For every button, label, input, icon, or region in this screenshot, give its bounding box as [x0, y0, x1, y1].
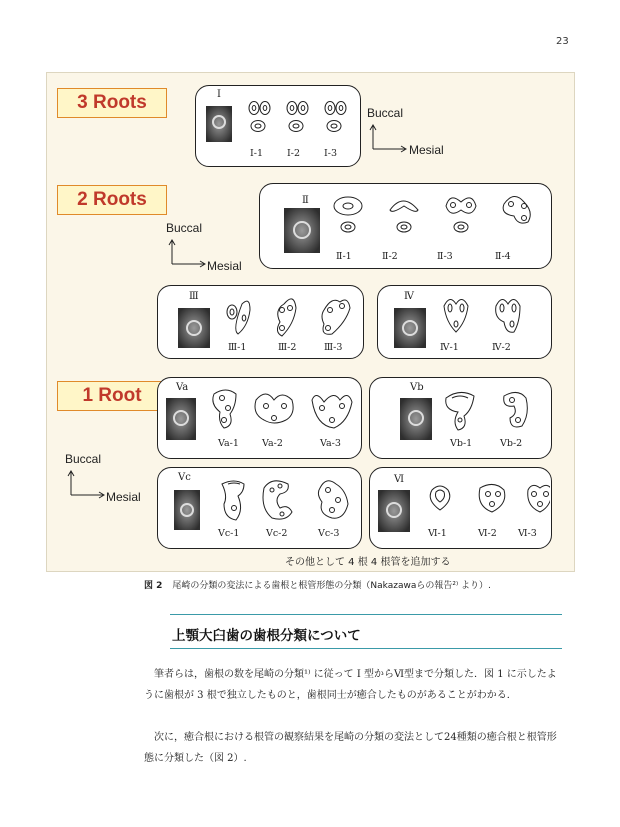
- type-III-name: Ⅲ: [189, 291, 199, 302]
- label-Vc-3: Vc-3: [318, 528, 340, 539]
- paragraph-1: 筆者らは，歯根の数を尾崎の分類¹⁾ に従って Ⅰ 型からⅥ型まで分類した．図 1 に示したように歯根が 3 根で独立したものと，歯根同士が癒合したものがあることがわかる．: [144, 669, 557, 701]
- label-Vb-1: Vb-1: [450, 438, 473, 449]
- buccal-label: Buccal: [65, 452, 102, 466]
- buccal-label: Buccal: [367, 106, 404, 120]
- label-IV-1: Ⅳ-1: [440, 342, 459, 353]
- figure-2: [46, 72, 575, 572]
- ct-image: [284, 208, 320, 253]
- figure-caption: [144, 578, 491, 591]
- canal-diagrams-II: [328, 192, 543, 242]
- type-Vb-box: [369, 377, 552, 459]
- caption-label: 図 2: [144, 581, 163, 591]
- label-II-4: Ⅱ-4: [495, 251, 511, 262]
- ct-image: [166, 398, 196, 440]
- section-title: 上顎大臼歯の歯根分類について: [172, 628, 361, 644]
- type-I-name: Ⅰ: [217, 89, 221, 100]
- type-Va-box: [157, 377, 362, 459]
- label-Va-1: Va-1: [218, 438, 239, 449]
- mesial-label: Mesial: [207, 259, 242, 273]
- orientation-arrow-icon: [67, 469, 107, 499]
- type-Vb-name: Vb: [410, 382, 424, 393]
- paragraph-2: 次に，癒合根における根管の観察結果を尾崎の分類の変法として24種類の癒合根と根管形態に分類した（図 2）.: [144, 732, 557, 764]
- label-III-2: Ⅲ-2: [278, 342, 297, 353]
- caption-text: 尾崎の分類の変法による歯根と根管形態の分類（Nakazawaらの報告²⁾ より）.: [172, 581, 491, 591]
- canal-diagrams-Vb: [440, 386, 550, 434]
- label-I-3: Ⅰ-3: [324, 148, 338, 159]
- canal-diagrams-VI: [420, 480, 550, 520]
- type-IV-name: Ⅳ: [404, 291, 414, 302]
- orientation-arrow-icon: [369, 123, 409, 153]
- label-IV-2: Ⅳ-2: [492, 342, 511, 353]
- mesial-label: Mesial: [106, 490, 141, 504]
- mesial-label: Mesial: [409, 143, 444, 157]
- label-Vb-2: Vb-2: [500, 438, 523, 449]
- section-rule-top: [170, 614, 562, 615]
- page-number: 23: [556, 36, 569, 47]
- tag-1-root: 1 Root: [57, 381, 167, 411]
- canal-diagrams-III: [224, 294, 364, 342]
- ct-image: [400, 398, 432, 440]
- label-I-2: Ⅰ-2: [287, 148, 301, 159]
- label-II-1: Ⅱ-1: [336, 251, 352, 262]
- section-rule-bottom: [170, 648, 562, 649]
- type-VI-box: [369, 467, 552, 549]
- ct-image: [394, 308, 426, 348]
- ct-image: [174, 490, 200, 530]
- type-I-box: [195, 85, 361, 167]
- type-IV-box: [377, 285, 552, 359]
- ct-image: [178, 308, 210, 348]
- label-Va-3: Va-3: [320, 438, 341, 449]
- label-II-2: Ⅱ-2: [382, 251, 398, 262]
- orientation-arrow-icon: [168, 238, 208, 268]
- type-Vc-box: [157, 467, 362, 549]
- type-VI-name: Ⅵ: [394, 474, 405, 485]
- tag-3-roots: 3 Roots: [57, 88, 167, 118]
- ct-image: [206, 106, 232, 142]
- label-VI-3: Ⅵ-3: [518, 528, 537, 539]
- canal-diagrams-IV: [436, 294, 546, 342]
- canal-diagrams-Vc: [214, 474, 360, 524]
- label-I-1: Ⅰ-1: [250, 148, 264, 159]
- ct-image: [378, 490, 410, 532]
- label-VI-2: Ⅵ-2: [478, 528, 497, 539]
- type-III-box: [157, 285, 364, 359]
- label-II-3: Ⅱ-3: [437, 251, 453, 262]
- type-Vc-name: Vc: [178, 472, 191, 483]
- label-Vc-2: Vc-2: [266, 528, 288, 539]
- label-III-3: Ⅲ-3: [324, 342, 343, 353]
- type-II-name: Ⅱ: [302, 195, 309, 206]
- label-Va-2: Va-2: [262, 438, 283, 449]
- label-III-1: Ⅲ-1: [228, 342, 247, 353]
- type-Va-name: Va: [176, 382, 189, 393]
- canal-diagrams-Va: [208, 386, 358, 434]
- buccal-label: Buccal: [166, 221, 203, 235]
- tag-2-roots: 2 Roots: [57, 185, 167, 215]
- figure-note: その他として 4 根 4 根管を追加する: [285, 557, 451, 568]
- label-Vc-1: Vc-1: [218, 528, 240, 539]
- type-II-box: [259, 183, 552, 269]
- canal-diagrams-I: [244, 98, 356, 142]
- label-VI-1: Ⅵ-1: [428, 528, 447, 539]
